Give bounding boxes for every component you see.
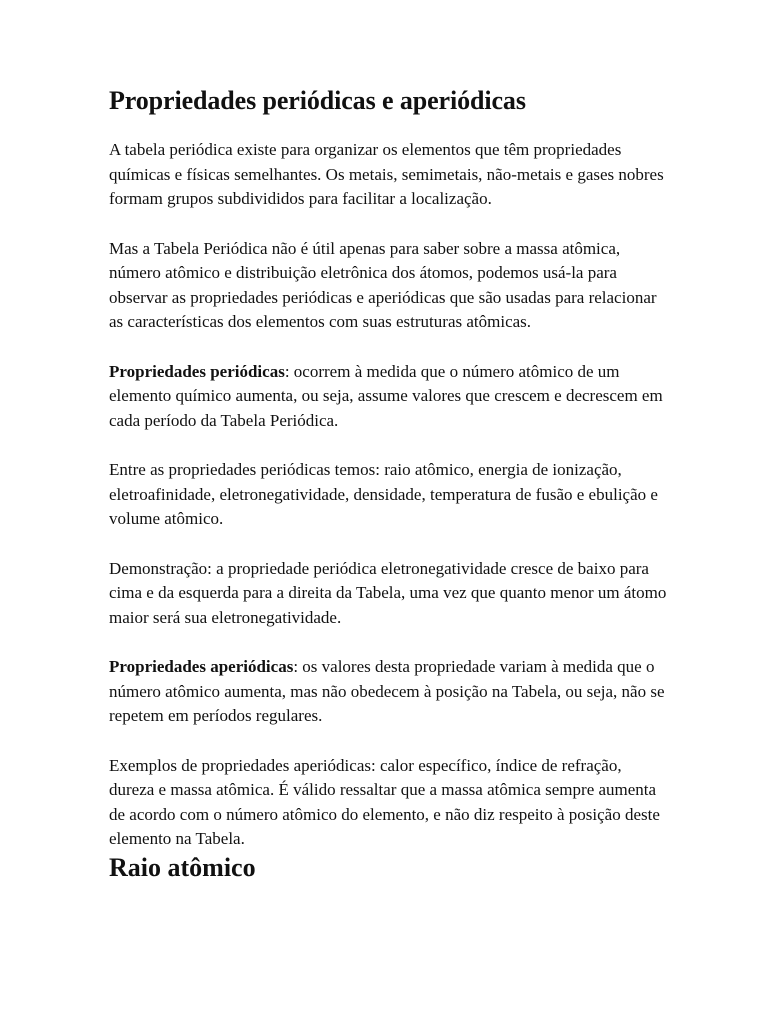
term-aperiodic-properties: Propriedades aperiódicas	[109, 657, 294, 676]
paragraph-intro: A tabela periódica existe para organizar os elementos que têm propriedades químicas e físicas semelhantes. Os metais, semimetais, não-metais e gases nobres formam grupos subdivididos para facilitar a localização.	[109, 140, 664, 208]
document-page	[109, 85, 669, 884]
paragraph-periodic-examples: Entre as propriedades periódicas temos: raio atômico, energia de ionização, eletroafinidade, eletronegatividade, densidade, temperatura de fusão e ebulição e volume atômico.	[109, 460, 658, 528]
aperiodic-definition-text: : os valores desta propriedade variam à medida que o número atômico aumenta, mas não obedecem à posição na Tabela, ou seja, não se repetem em períodos regulares.	[109, 657, 665, 725]
paragraph-periodic-definition	[109, 360, 669, 434]
paragraph-aperiodic-examples: Exemplos de propriedades aperiódicas: calor específico, índice de refração, dureza e massa atômica. É válido ressaltar que a massa atômica sempre aumenta de acordo com o número atômico do elemento, e não diz respeito à posição deste elemento na Tabela.	[109, 755, 660, 848]
paragraph-aperiodic-definition	[109, 655, 669, 729]
term-periodic-properties: Propriedades periódicas	[109, 361, 285, 381]
section-heading: Raio atômico	[109, 852, 256, 882]
periodic-definition-text: : ocorrem à medida que o número atômico de um elemento químico aumenta, ou seja, assume valores que crescem e decrescem em cada período da Tabela Periódica.	[109, 361, 663, 430]
paragraph-demonstration: Demonstração: a propriedade periódica eletronegatividade cresce de baixo para cima e da esquerda para a direita da Tabela, uma vez que quanto menor um átomo maior será sua eletronegatividade.	[109, 558, 667, 627]
page-title: Propriedades periódicas e aperiódicas	[109, 86, 526, 115]
paragraph-usage: Mas a Tabela Periódica não é útil apenas para saber sobre a massa atômica, número atômico e distribuição eletrônica dos átomos, podemos usá-la para observar as propriedades periódicas e aperiódicas que são usadas para relacionar as características dos elementos com suas estruturas atômicas.	[109, 238, 657, 331]
